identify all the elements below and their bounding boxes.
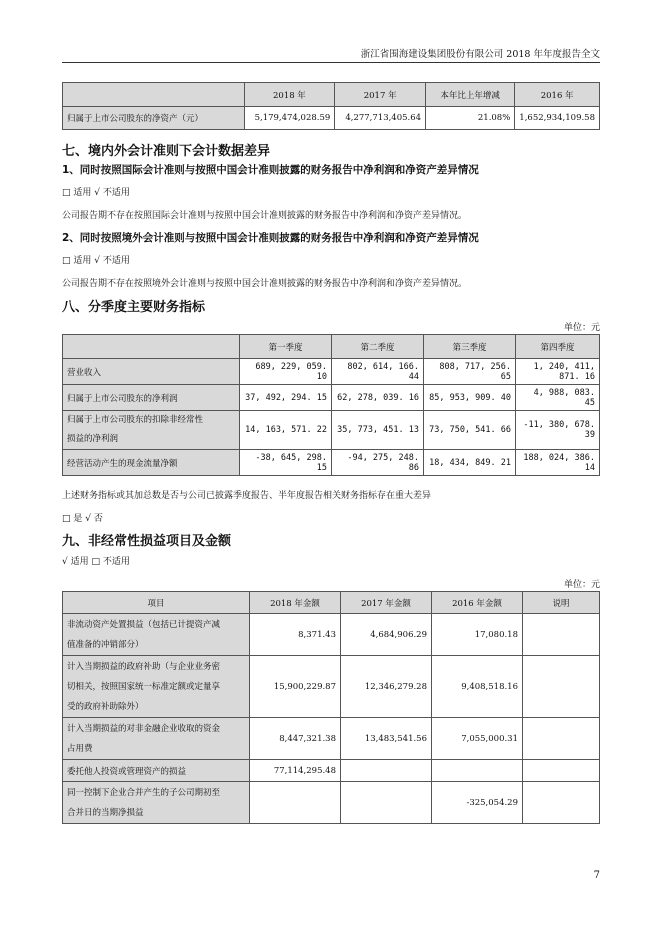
table-row bbox=[63, 760, 600, 782]
table-row bbox=[63, 385, 600, 411]
cell-2018: 8,447,321.38 bbox=[250, 718, 341, 760]
row-label bbox=[63, 614, 250, 656]
cell-2018: 5,179,474,028.59 bbox=[244, 107, 335, 130]
section7-sub1-check: □ 适用 √ 不适用 bbox=[62, 188, 130, 198]
cell-q2: 62, 278, 039. 16 bbox=[332, 385, 424, 411]
col-change: 本年比上年增减 bbox=[426, 83, 515, 107]
cell-q4: 188, 024, 386. 14 bbox=[516, 450, 600, 476]
row-label-line: 切相关，按照国家统一标准定额或定量享 bbox=[67, 681, 221, 692]
cell-q1: -38, 645, 298. 15 bbox=[240, 450, 332, 476]
cell-2018: 15,900,229.87 bbox=[250, 656, 341, 718]
cell-2016: 17,080.18 bbox=[432, 614, 523, 656]
cell-2017 bbox=[341, 782, 432, 824]
section9-title: 九、非经常性损益项目及金额 bbox=[62, 534, 232, 549]
row-label-line: 归属于上市公司股东的扣除非经常性 bbox=[67, 415, 204, 425]
section8-check: □ 是 √ 否 bbox=[62, 514, 103, 524]
section8-unit: 单位：元 bbox=[563, 323, 600, 333]
table-row bbox=[63, 656, 600, 718]
cell-note bbox=[523, 614, 600, 656]
col-blank bbox=[63, 83, 245, 107]
cell-2017 bbox=[341, 760, 432, 782]
cell-2016: 7,055,000.31 bbox=[432, 718, 523, 760]
cell-2018 bbox=[250, 782, 341, 824]
col-2018: 2018 年 bbox=[244, 83, 335, 107]
section7-sub2-title: 2、同时按照境外会计准则与按照中国会计准则披露的财务报告中净利润和净资产差异情况 bbox=[62, 232, 479, 244]
col-2017: 2017 年 bbox=[335, 83, 426, 107]
cell-2017: 12,346,279.28 bbox=[341, 656, 432, 718]
row-label: 归属于上市公司股东的净资产（元） bbox=[63, 107, 245, 130]
row-label-line: 计入当期损益的对非金融企业收取的资金 bbox=[67, 723, 221, 734]
row-label: 经营活动产生的现金流量净额 bbox=[63, 450, 240, 476]
cell-2018: 77,114,295.48 bbox=[250, 760, 341, 782]
table-row bbox=[63, 411, 600, 450]
cell-2017: 13,483,541.56 bbox=[341, 718, 432, 760]
col-blank bbox=[63, 335, 240, 359]
cell-note bbox=[523, 718, 600, 760]
cell-note bbox=[523, 656, 600, 718]
row-label-line: 损益的净利润 bbox=[67, 434, 119, 444]
cell-q2: -94, 275, 248. 86 bbox=[332, 450, 424, 476]
section7-sub2-check: □ 适用 √ 不适用 bbox=[62, 256, 130, 266]
section7-sub1-title: 1、同时按照国际会计准则与按照中国会计准则披露的财务报告中净利润和净资产差异情况 bbox=[62, 164, 479, 176]
col-q3: 第三季度 bbox=[424, 335, 516, 359]
section8-note: 上述财务指标或其加总数是否与公司已披露季度报告、半年度报告相关财务指标存在重大差异 bbox=[62, 491, 432, 501]
row-label-line: 受的政府补助除外） bbox=[67, 701, 144, 712]
section9-unit: 单位：元 bbox=[563, 580, 600, 590]
col-note: 说明 bbox=[523, 592, 600, 614]
net-assets-table bbox=[62, 82, 600, 130]
section8-title: 八、分季度主要财务指标 bbox=[62, 300, 206, 315]
row-label: 营业收入 bbox=[63, 359, 240, 385]
table-row bbox=[63, 359, 600, 385]
row-label bbox=[63, 760, 250, 782]
cell-2016: -325,054.29 bbox=[432, 782, 523, 824]
table-row bbox=[63, 614, 600, 656]
section9-check: √ 适用 □ 不适用 bbox=[62, 557, 130, 567]
cell-2018: 8,371.43 bbox=[250, 614, 341, 656]
col-2018: 2018 年金额 bbox=[250, 592, 341, 614]
section7-title: 七、境内外会计准则下会计数据差异 bbox=[62, 144, 271, 159]
row-label-line: 值准备的冲销部分） bbox=[67, 639, 144, 650]
table-row bbox=[63, 450, 600, 476]
col-2016: 2016 年 bbox=[515, 83, 600, 107]
cell-q2: 802, 614, 166. 44 bbox=[332, 359, 424, 385]
page-number: 7 bbox=[593, 870, 600, 881]
table-row bbox=[63, 107, 600, 130]
cell-q3: 85, 953, 909. 40 bbox=[424, 385, 516, 411]
table-row bbox=[63, 782, 600, 824]
col-q4: 第四季度 bbox=[516, 335, 600, 359]
cell-q4: 1, 240, 411, 871. 16 bbox=[516, 359, 600, 385]
quarterly-table bbox=[62, 334, 600, 476]
row-label-line: 委托他人投资或管理资产的损益 bbox=[67, 766, 187, 777]
page-header: 浙江省围海建设集团股份有限公司 2018 年年度报告全文 bbox=[360, 49, 600, 60]
cell-q3: 808, 717, 256. 65 bbox=[424, 359, 516, 385]
row-label bbox=[63, 718, 250, 760]
row-label: 归属于上市公司股东的净利润 bbox=[63, 385, 240, 411]
cell-q3: 18, 434, 849. 21 bbox=[424, 450, 516, 476]
col-q2: 第二季度 bbox=[332, 335, 424, 359]
table-row bbox=[63, 718, 600, 760]
col-2017: 2017 年金额 bbox=[341, 592, 432, 614]
cell-q1: 689, 229, 059. 10 bbox=[240, 359, 332, 385]
cell-2017: 4,277,713,405.64 bbox=[335, 107, 426, 130]
cell-q2: 35, 773, 451. 13 bbox=[332, 411, 424, 450]
cell-q1: 14, 163, 571. 22 bbox=[240, 411, 332, 450]
nonrecurring-table bbox=[62, 591, 600, 824]
cell-2016: 9,408,518.16 bbox=[432, 656, 523, 718]
cell-q4: -11, 380, 678. 39 bbox=[516, 411, 600, 450]
cell-note bbox=[523, 760, 600, 782]
cell-q1: 37, 492, 294. 15 bbox=[240, 385, 332, 411]
cell-2017: 4,684,906.29 bbox=[341, 614, 432, 656]
cell-q3: 73, 750, 541. 66 bbox=[424, 411, 516, 450]
row-label bbox=[63, 656, 250, 718]
col-item: 项目 bbox=[63, 592, 250, 614]
col-q1: 第一季度 bbox=[240, 335, 332, 359]
cell-q4: 4, 988, 083. 45 bbox=[516, 385, 600, 411]
row-label-line: 合并日的当期净损益 bbox=[67, 807, 144, 818]
header-rule bbox=[62, 62, 600, 63]
row-label bbox=[63, 782, 250, 824]
cell-2016 bbox=[432, 760, 523, 782]
section7-sub2-text: 公司报告期不存在按照境外会计准则与按照中国会计准则披露的财务报告中净利润和净资产差异情况。 bbox=[62, 279, 468, 289]
row-label bbox=[63, 411, 240, 450]
cell-note bbox=[523, 782, 600, 824]
row-label-line: 同一控制下企业合并产生的子公司期初至 bbox=[67, 787, 221, 798]
row-label-line: 计入当期损益的政府补助（与企业业务密 bbox=[67, 661, 221, 672]
cell-change: 21.08% bbox=[426, 107, 515, 130]
col-2016: 2016 年金额 bbox=[432, 592, 523, 614]
row-label-line: 占用费 bbox=[67, 743, 93, 754]
section7-sub1-text: 公司报告期不存在按照国际会计准则与按照中国会计准则披露的财务报告中净利润和净资产差异情况。 bbox=[62, 211, 468, 221]
row-label-line: 非流动资产处置损益（包括已计提资产减 bbox=[67, 619, 221, 630]
cell-2016: 1,652,934,109.58 bbox=[515, 107, 600, 130]
